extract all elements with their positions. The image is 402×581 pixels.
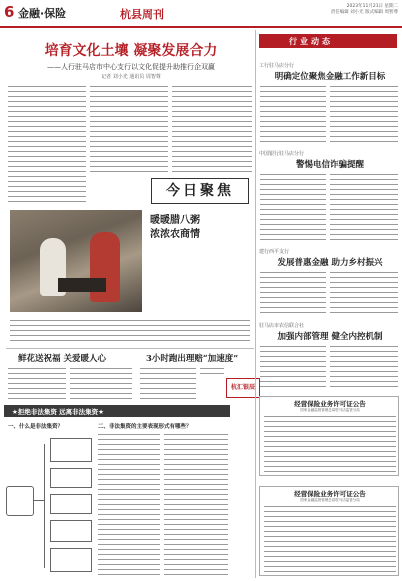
claims-headline: 3小时跑出理赔“加速度” [146, 354, 239, 364]
diagram-node [50, 468, 92, 488]
flowers-body-2 [70, 366, 132, 400]
fraud-banner [4, 405, 230, 417]
news-kicker: 建行西平支行 [259, 249, 290, 255]
flowers-headline: 鲜花送祝福 关爱暖人心 [18, 354, 106, 364]
industry-news-band [259, 34, 397, 48]
fraud-question-1: 一、什么是非法集资？ [8, 424, 64, 430]
lead-subtitle: ——人行驻马店市中心支行以文化促提升助推行企双赢 [47, 63, 215, 71]
divider-horizontal [6, 348, 254, 349]
license-notice-body [264, 504, 396, 574]
diagram-connector [34, 500, 44, 501]
diagram-node [50, 520, 92, 542]
section-title: 金融·保险 [18, 7, 67, 20]
news-headline: 警惕电信诈骗提醒 [295, 160, 364, 170]
license-notice [259, 486, 399, 576]
photo-table [58, 278, 106, 292]
divider-vertical [255, 30, 256, 578]
news-body [260, 270, 326, 316]
lead-body-col-3 [172, 84, 252, 172]
license-notice-title: 经营保险业务许可证公告 [294, 400, 366, 408]
focus-box-label: 今日聚焦 [166, 183, 234, 199]
fraud-banner-title: ★拒绝非法集资 远离非法集资★ [12, 408, 104, 416]
photo-caption [10, 318, 250, 344]
fraud-question-2: 二、非法集资的主要表现形式有哪些？ [98, 424, 192, 430]
page-header [0, 0, 402, 28]
fraud-body-2 [164, 432, 228, 576]
license-notice-issuer: 国家金融监督管理总局驻马店监管分局 [300, 408, 360, 412]
license-notice [259, 396, 399, 476]
claims-body-1 [140, 366, 196, 400]
fraud-diagram [4, 436, 96, 576]
photo-headline-line-1: 暖暖腊八粥 [150, 215, 200, 226]
seal-text: 杭汇银辰 [230, 384, 255, 391]
diagram-node [50, 548, 92, 572]
diagram-node [50, 438, 92, 462]
issue-editors: 责任编辑 刘小光 版式编辑 周智尊 [330, 10, 398, 15]
issue-date: 2023年11月21日 星期二 [346, 4, 398, 9]
lead-byline: 记者 刘小光 通讯员 周智尊 [101, 74, 161, 80]
focus-box [151, 178, 249, 204]
news-headline: 发展普惠金融 助力乡村振兴 [277, 258, 383, 268]
diagram-node-center [6, 486, 34, 516]
issue-meta [331, 4, 398, 16]
news-body [260, 84, 326, 144]
diagram-node [50, 494, 92, 514]
fraud-body-1 [98, 432, 160, 576]
news-body [330, 84, 398, 144]
license-notice-title: 经营保险业务许可证公告 [294, 490, 366, 498]
industry-news-label: 行业动态 [289, 37, 333, 46]
lead-body-col-1 [8, 84, 86, 204]
news-body [330, 172, 398, 242]
flowers-body-1 [8, 366, 66, 400]
news-headline: 加强内部管理 健全内控机制 [277, 332, 383, 342]
news-kicker: 中国银行驻马店分行 [259, 151, 305, 157]
license-notice-issuer: 国家金融监督管理总局驻马店监管分局 [300, 498, 360, 502]
news-body [330, 344, 398, 388]
page-number: 6 [4, 3, 15, 21]
lead-headline: 培育文化土壤 凝聚发展合力 [44, 43, 218, 59]
photo-headline-line-2: 浓浓农商情 [150, 229, 200, 240]
diagram-connector [44, 444, 45, 568]
news-headline: 明确定位聚焦金融工作新目标 [274, 72, 386, 82]
news-body [260, 344, 326, 388]
lead-body-col-2 [90, 84, 168, 172]
news-photo [10, 210, 142, 312]
news-kicker: 工行驻马店分行 [259, 63, 295, 69]
claims-body-2 [200, 366, 224, 376]
license-notice-body [264, 414, 396, 474]
newspaper-logo: 杭县周刊 [120, 8, 164, 21]
news-body [260, 172, 326, 242]
news-body [330, 270, 398, 316]
photo-headline [150, 214, 200, 242]
news-kicker: 驻马店市农信联合社 [259, 323, 305, 329]
